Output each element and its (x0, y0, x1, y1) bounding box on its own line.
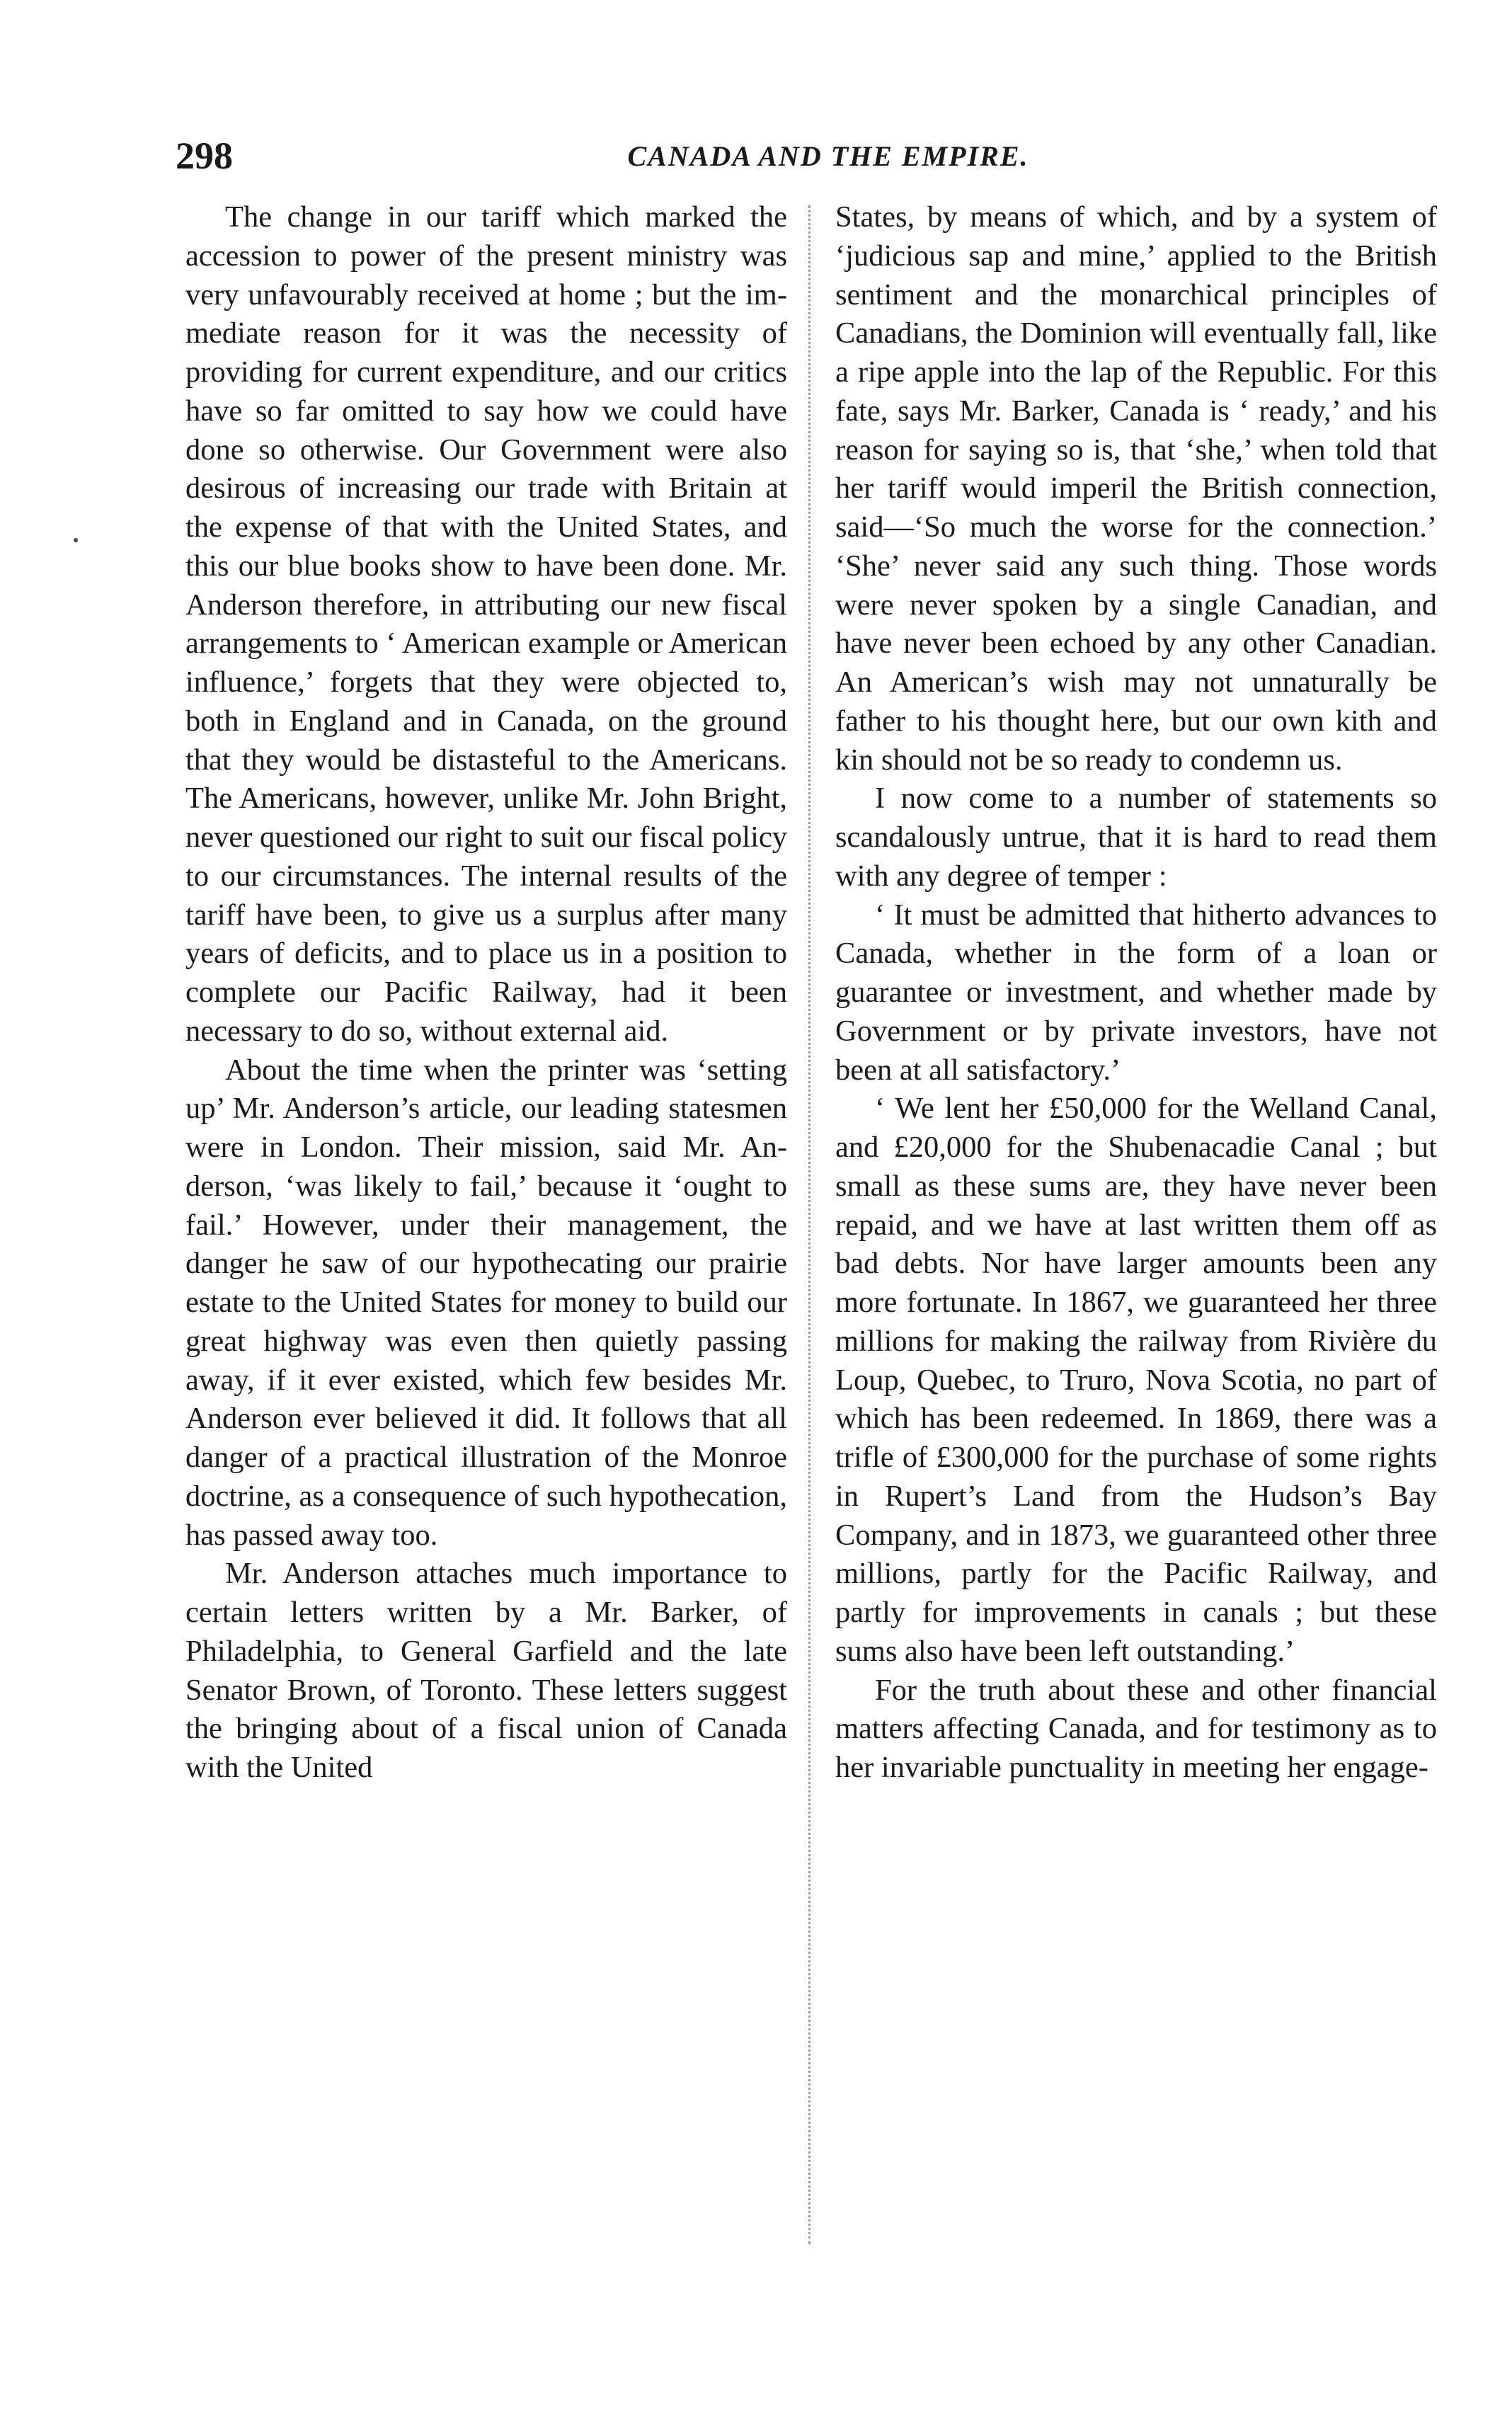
paragraph-continuation: States, by means of which, and by a system of ‘judicious sap and mine,’ applied to the British sentiment and the monarchical principles of Canadians, the Dominion will eventually fall, like a ripe apple into the lap of the Republic. For this fate, says Mr. Barker, Canada is ‘ ready,’ and his reason for saying so is, that ‘she,’ when told that her tariff would imperil the British connection, said—‘So much the worse for the connection.’ ‘She’ never said any such thing. Those words were never spoken by a single Canadian, and have never been echoed by any other Canadian. An American’s wish may not unnaturally be father to his thought here, but our own kith and kin should not be so ready to condemn us. (835, 200, 1437, 777)
paragraph-untrue-statements: I now come to a number of statements so scandalously untrue, that it is hard to read them with any degree of temper : (835, 782, 1437, 893)
running-head: CANADA AND THE EMPIRE. (627, 140, 1029, 172)
paragraph-barker-letters: Mr. Anderson attaches much importance to certain letters written by a Mr. Barker, of Philadelphia, to General Garfield and the late Senator Brown, of Toronto. These letters suggest the bringing about of a fiscal union of Canada with the United (185, 1557, 787, 1784)
quote-advances: ‘ It must be admitted that hitherto advances to Canada, whether in the form of a loan or guarantee or investment, and whether made by Government or by private investors, have not been at all satisfactory.’ (835, 898, 1437, 1087)
paragraph-tariff: The change in our tariff which marked the accession to power of the present ministry was very unfavourably received at home ; but the immediate reason for it was the necessity of providing for current expenditure, and our critics have so far omitted to say how we could have done so otherwise. Our Government were also desirous of increasing our trade with Britain at the expense of that with the United States, and this our blue books show to have been done. Mr. Anderson therefore, in attributing our new fiscal arrangements to ‘ American example or American influence,’ forgets that they were objected to, both in England and in Canada, on the ground that they would be distasteful to the Americans. The Americans, however, unlike Mr. John Bright, never questioned our right to suit our fiscal policy to our circumstances. The internal results of the tariff have been, to give us a surplus after many years of deficits, and to place us in a position to complete our Pacific Railway, had it been necessary to do so, without external aid. (185, 200, 787, 1048)
paragraph-financial-truth: For the truth about these and other financial matters affecting Canada, and for testimony as to her invariable punctuality in meeting her engage- (835, 1673, 1437, 1784)
margin-ink-mark (74, 538, 78, 542)
page-number: 298 (176, 135, 233, 177)
quote-loans: ‘ We lent her £50,000 for the Welland Canal, and £20,000 for the Shubenacadie Canal ; but small as these sums are, they have never been repaid, and we have at last written them off as bad debts. Nor have larger amounts been any more fortunate. In 1867, we guaranteed her three millions for making the railway from Rivière du Loup, Quebec, to Truro, Nova Scotia, no part of which has been redeemed. In 1869, there was a trifle of £300,000 for the purchase of some rights in Rupert’s Land from the Hudson’s Bay Company, and in 1873, we guaranteed other three millions, partly for the Pacific Railway, and partly for improvements in canals ; but these sums also have been left outstanding.’ (835, 1092, 1437, 1668)
column-divider (808, 205, 811, 2244)
right-column (835, 198, 1437, 1788)
paragraph-statesmen-in-london: About the time when the printer was ‘setting up’ Mr. Anderson’s article, our leading statesmen were in London. Their mission, said Mr. Anderson, ‘was likely to fail,’ because it ‘ought to fail.’ However, under their management, the danger he saw of our hypothecating our prairie estate to the United States for money to build our great highway was even then quietly passing away, if it ever existed, which few besides Mr. Anderson ever believed it did. It follows that all danger of a practical illustration of the Monroe doctrine, as a consequence of such hypothecation, has passed away too. (185, 1053, 787, 1552)
left-column (185, 198, 787, 1788)
